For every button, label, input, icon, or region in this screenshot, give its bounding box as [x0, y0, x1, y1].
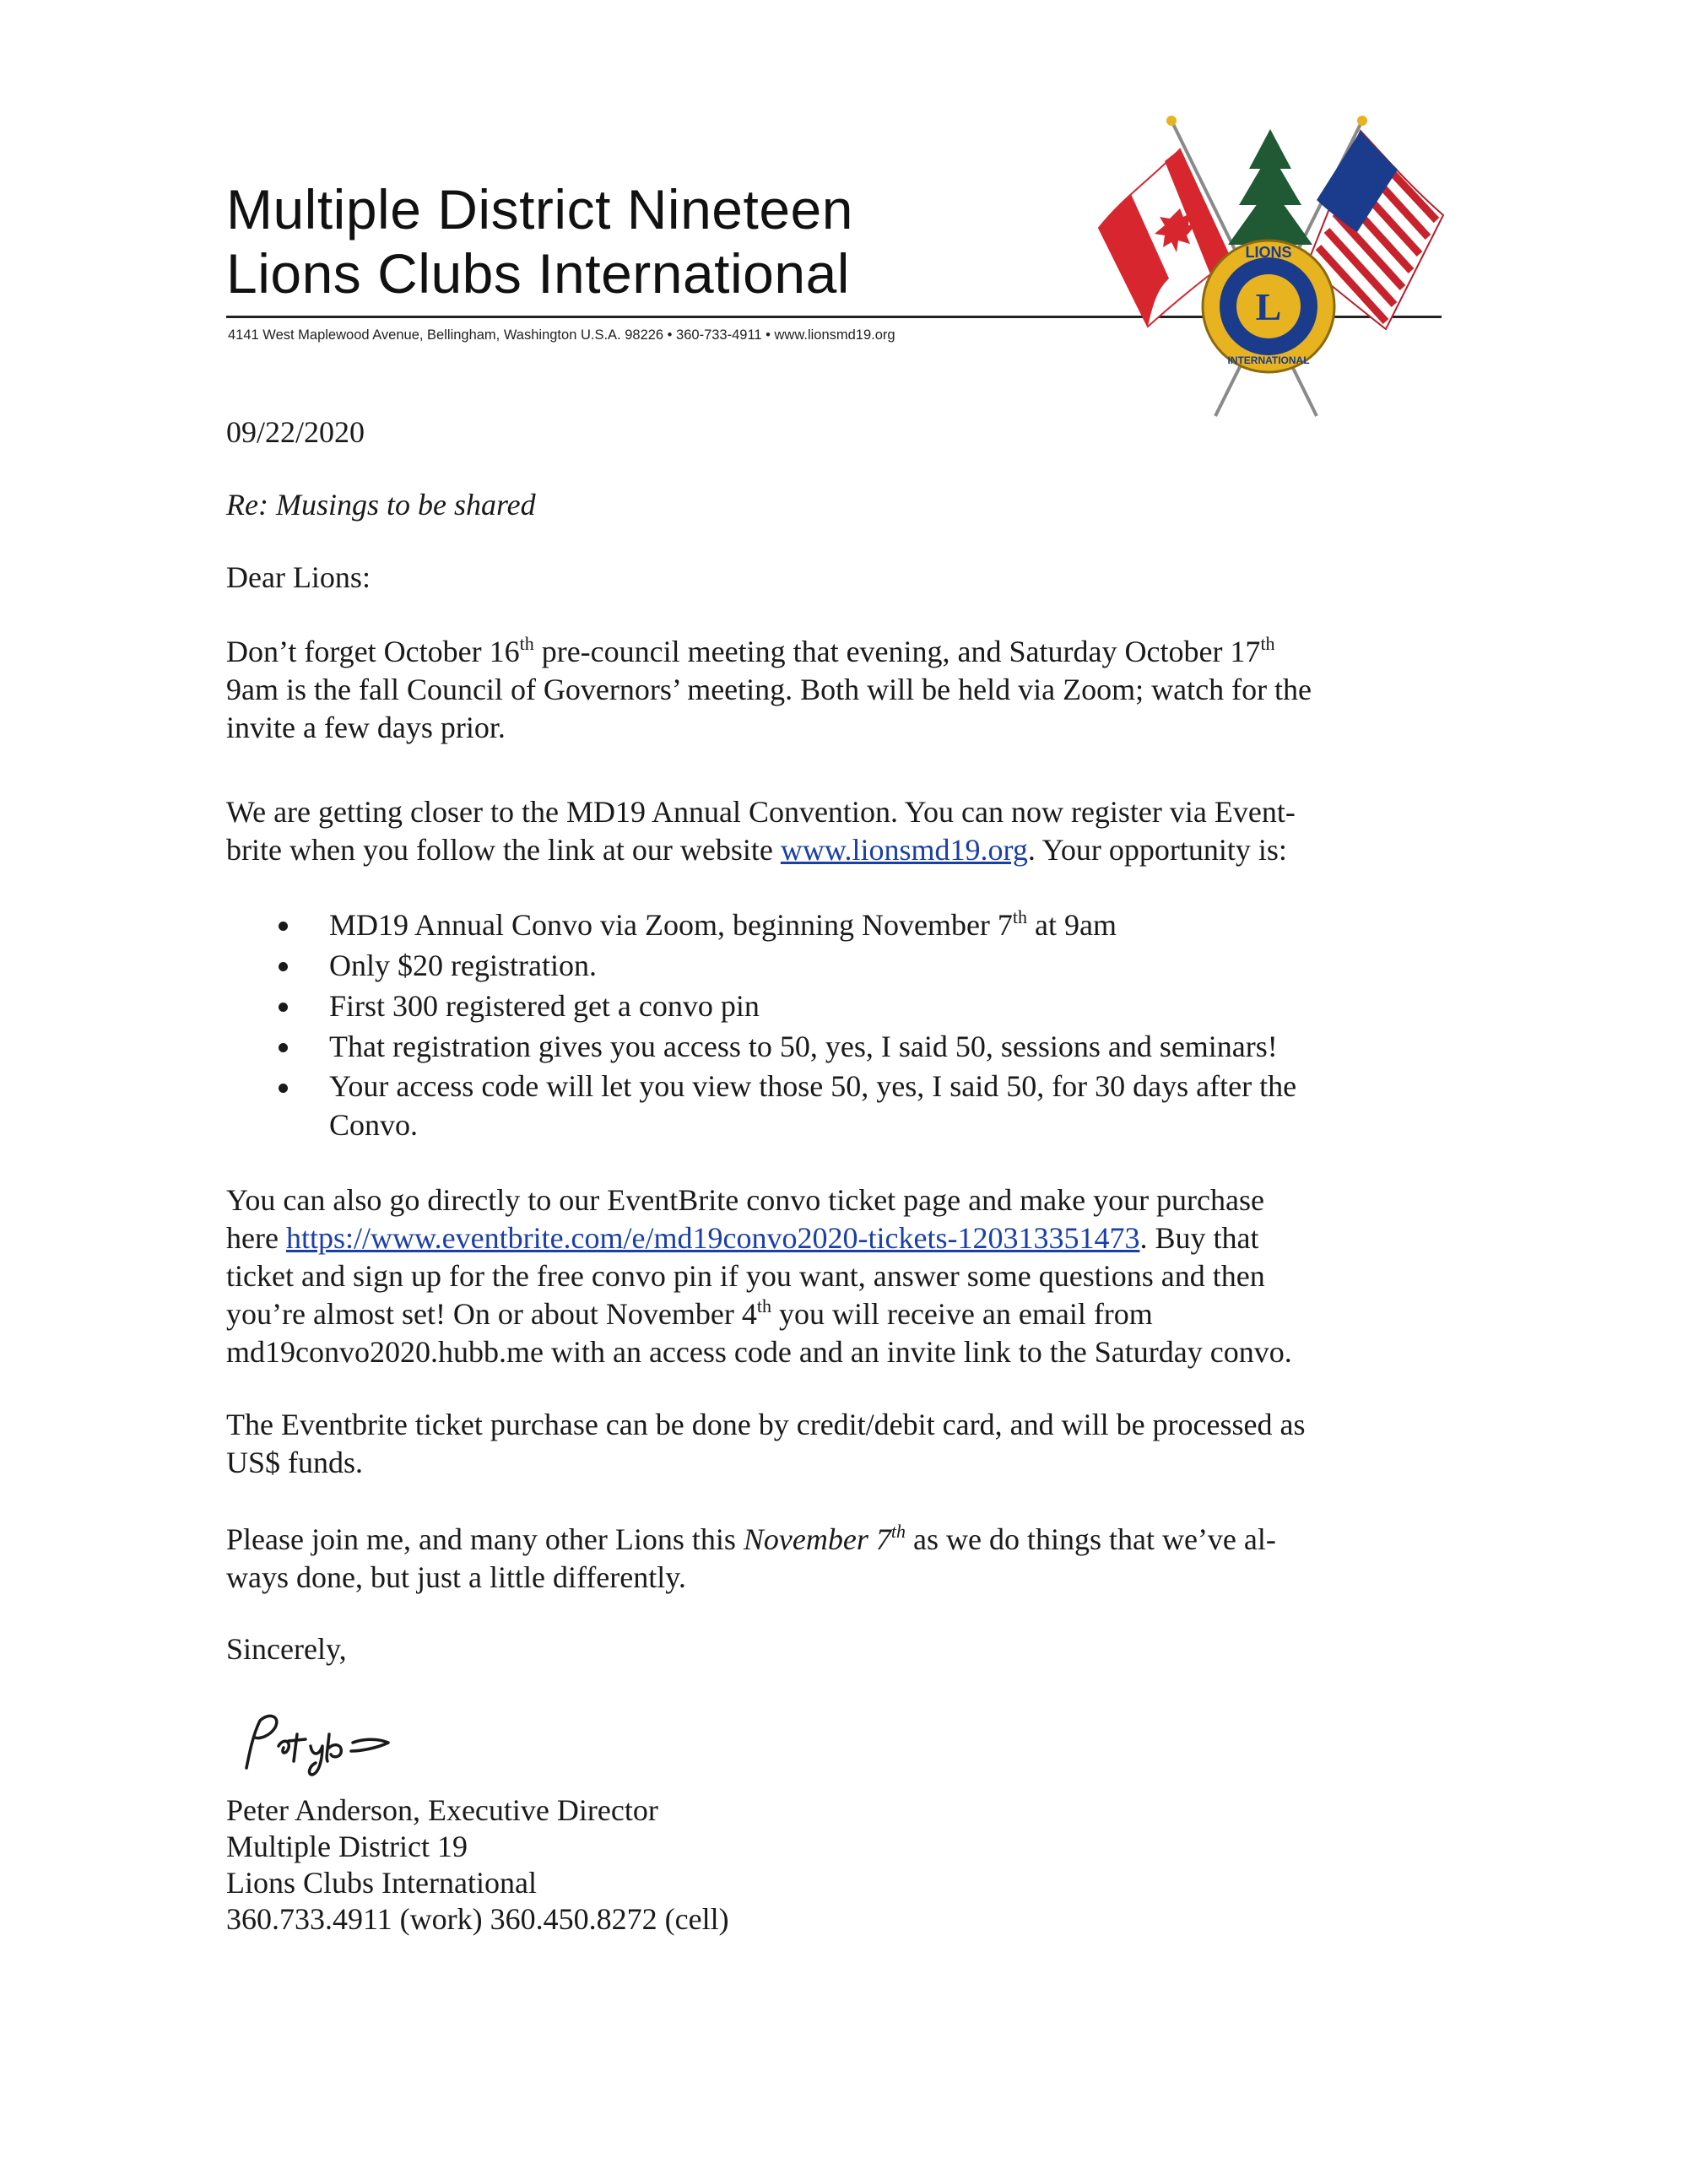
emblem-text-top: LIONS: [1245, 244, 1292, 261]
lions-flags-logo: [1089, 105, 1452, 426]
paragraph-eventbrite: You can also go directly to our EventBrite convo ticket page and make your purchase here https://www.eventbrite.com/e/md19convo2020-tickets-120313351473. Buy that ticket and sign up for the free convo pin if you want, answer some questions and then you’re almost set! On or about November 4th you will receive an email from md19convo2020.hubb.me with an access code and an invite link to the Saturday convo.: [226, 1183, 1292, 1369]
list-item: MD19 Annual Convo via Zoom, beginning November 7th at 9am: [226, 905, 1477, 945]
eventbrite-link[interactable]: https://www.eventbrite.com/e/md19convo2020-tickets-120313351473: [285, 1221, 1140, 1255]
organization-title: [226, 177, 853, 305]
org-title-line-2: Lions Clubs International: [226, 242, 850, 305]
signer-org-2: Lions Clubs International: [226, 1866, 537, 1900]
paragraph-payment: The Eventbrite ticket purchase can be done by credit/debit card, and will be processed as US$ funds.: [226, 1408, 1306, 1479]
letter-salutation: Dear Lions:: [226, 560, 371, 594]
signer-name: Peter Anderson, Executive Director: [226, 1793, 658, 1827]
letterhead-address: 4141 West Maplewood Avenue, Bellingham, Washington U.S.A. 98226 • 360-733-4911 • www.lionsmd19.org: [228, 327, 895, 343]
list-item: First 300 registered get a convo pin: [226, 986, 1477, 1026]
bullet-icon: [279, 962, 288, 971]
bullet-icon: [279, 1003, 288, 1012]
emblem-letter: L: [1255, 285, 1282, 328]
org-title-line-1: Multiple District Nineteen: [226, 178, 853, 241]
list-item: That registration gives you access to 50, yes, I said 50, sessions and seminars!: [226, 1026, 1477, 1067]
letter-date: 09/22/2020: [226, 415, 365, 449]
bullet-icon: [279, 1084, 288, 1093]
bullet-icon: [279, 1043, 288, 1052]
paragraph-meetings: Don’t forget October 16th pre-council meeting that evening, and Saturday October 17th 9am is the fall Council of Governors’ meeting. Both will be held via Zoom; watch for the invite a few days prior.: [226, 633, 1312, 744]
lions-emblem-icon: [1203, 241, 1334, 372]
opportunity-list: [226, 905, 1477, 1144]
bullet-icon: [279, 922, 288, 931]
closing-sincerely: Sincerely,: [226, 1632, 347, 1666]
signer-phones: 360.733.4911 (work) 360.450.8272 (cell): [226, 1902, 729, 1936]
emblem-text-bottom: INTERNATIONAL: [1227, 354, 1310, 366]
signature-block: [226, 1792, 729, 1938]
list-item: Your access code will let you view those 50, yes, I said 50, for 30 days after the Convo.: [226, 1067, 1477, 1144]
website-link[interactable]: www.lionsmd19.org: [780, 833, 1028, 867]
paragraph-invitation: Please join me, and many other Lions this November 7th as we do things that we’ve al- ways done, but just a little differently.: [226, 1521, 1276, 1594]
list-item: Only $20 registration.: [226, 945, 1477, 986]
signer-org-1: Multiple District 19: [226, 1830, 468, 1863]
handwritten-signature: [235, 1709, 395, 1776]
paragraph-convention: We are getting closer to the MD19 Annual Convention. You can now register via Event- brite when you follow the link at our website www.lionsmd19.org. Your opportunity is:: [226, 795, 1296, 867]
letter-subject: Re: Musings to be shared: [226, 488, 536, 522]
